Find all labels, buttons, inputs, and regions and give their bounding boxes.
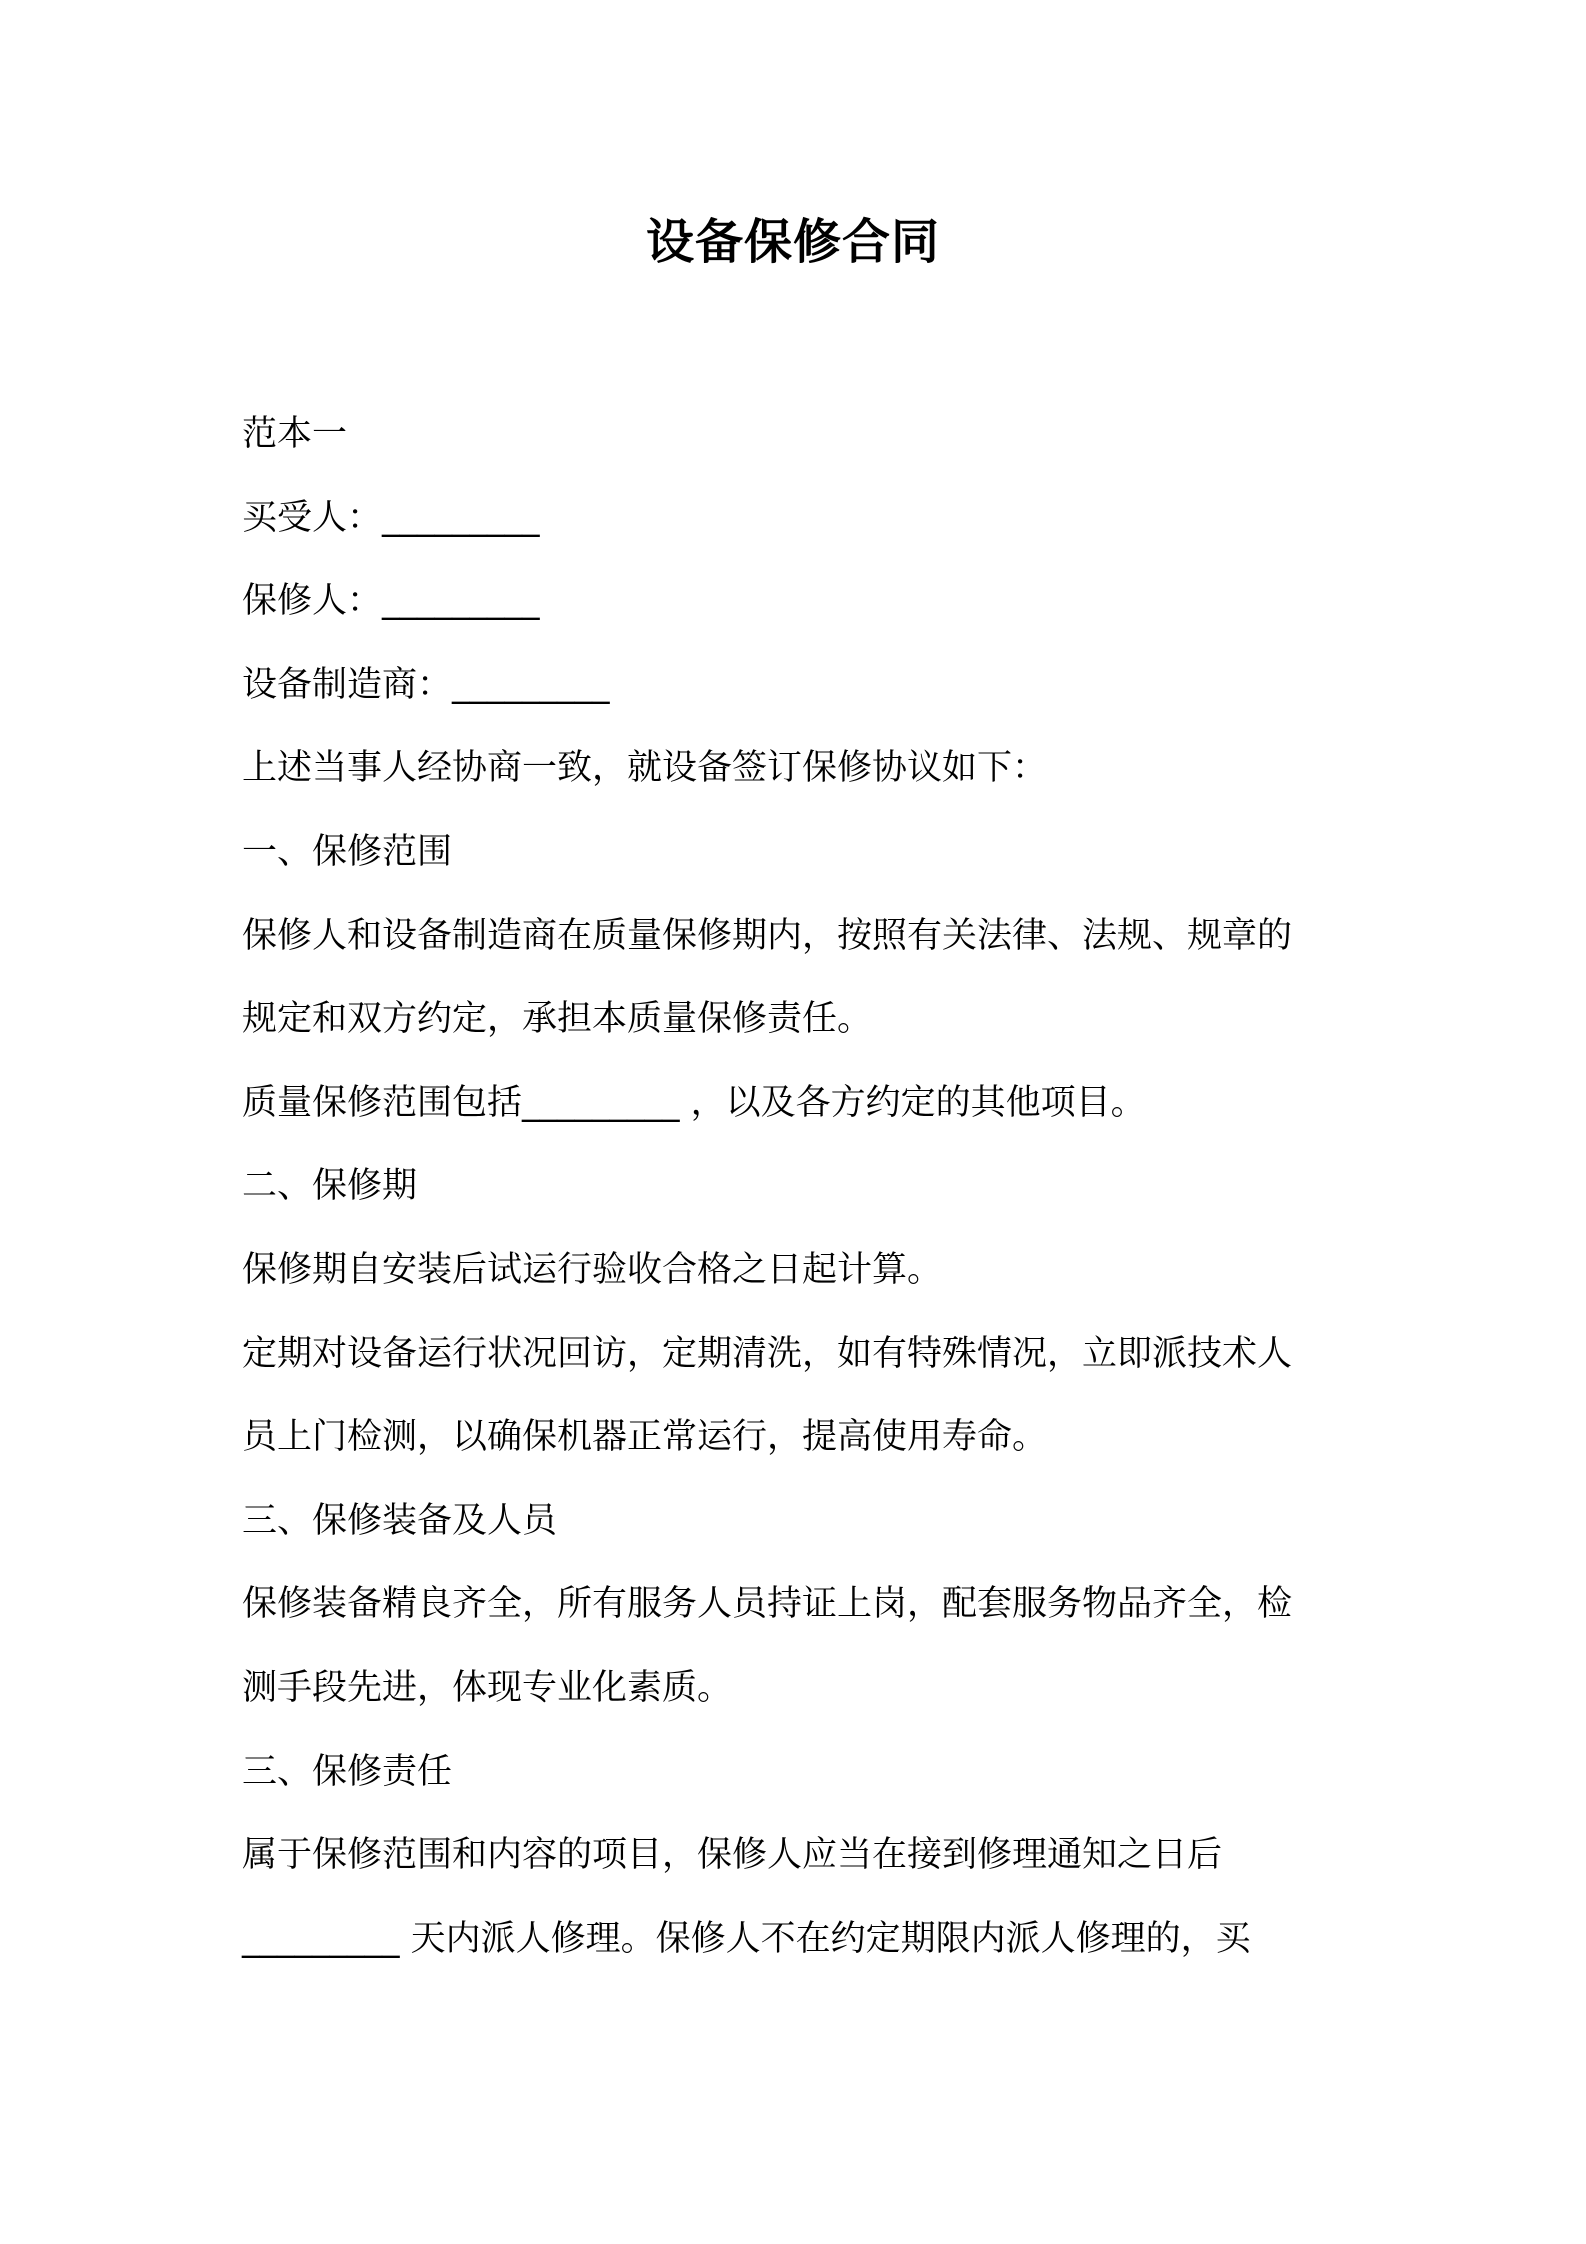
paragraph-line: 属于保修范围和内容的项目，保修人应当在接到修理通知之日后 (242, 1835, 1223, 1876)
section-heading: 三、保修责任 (242, 1751, 453, 1792)
paragraph-line: 质量保修范围包括_________ ，以及各方约定的其他项目。 (242, 1082, 1146, 1123)
document-body (242, 406, 1352, 1994)
document-title: 设备保修合同 (645, 214, 940, 270)
section-heading: 三、保修装备及人员 (242, 1500, 558, 1541)
section-heading: 二、保修期 (242, 1166, 418, 1207)
preamble-text: 上述当事人经协商一致，就设备签订保修协议如下： (242, 748, 1048, 789)
paragraph-line: _________ 天内派人修理。保修人不在约定期限内派人修理的，买 (242, 1918, 1251, 1959)
section-heading: 一、保修范围 (242, 831, 453, 872)
manufacturer-field: 设备制造商：_________ (242, 664, 610, 705)
paragraph-line: 测手段先进，体现专业化素质。 (242, 1667, 733, 1708)
paragraph-line: 规定和双方约定，承担本质量保修责任。 (242, 999, 873, 1040)
paragraph-line: 员上门检测，以确保机器正常运行，提高使用寿命。 (242, 1417, 1048, 1458)
paragraph-line: 保修人和设备制造商在质量保修期内，按照有关法律、法规、规章的 (242, 915, 1293, 956)
buyer-field: 买受人：_________ (242, 497, 540, 538)
paragraph-line: 保修期自安装后试运行验收合格之日起计算。 (242, 1249, 943, 1290)
warrantor-field: 保修人：_________ (242, 581, 540, 622)
paragraph-line: 保修装备精良齐全，所有服务人员持证上岗，配套服务物品齐全，检 (242, 1584, 1293, 1625)
paragraph-line: 定期对设备运行状况回访，定期清洗，如有特殊情况，立即派技术人 (242, 1333, 1293, 1374)
sample-label: 范本一 (242, 414, 348, 454)
